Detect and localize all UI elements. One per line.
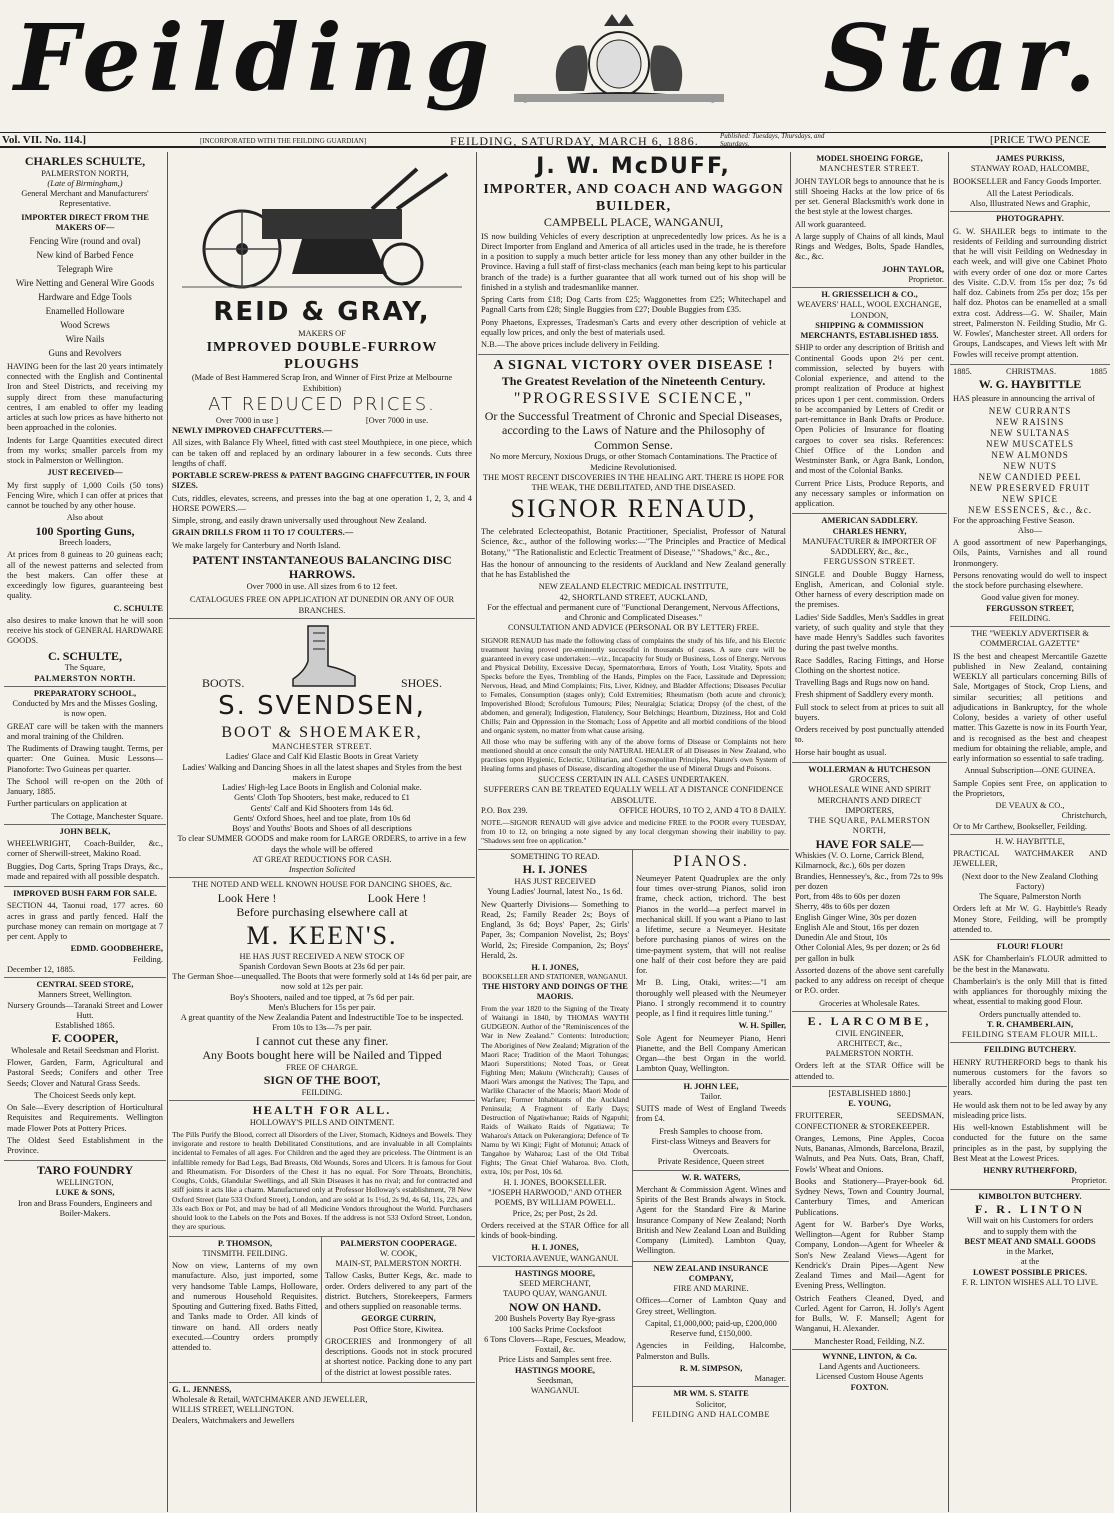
ad-preparatory-school: PREPARATORY SCHOOL, Conducted by Mrs and the Misses Gosling, is now open. GREAT care will be taken with the manners and moral training of the Children. The Rudiments of Drawing taught. Terms, per quarter: One Guinea. Music Lessons—Pianoforte: Two Guineas per quarter. The School will re-open on the 20th of January, 1885. Further particulars on application at The Cottage, Manchester Square. — [4, 687, 166, 825]
incorporated-note: [INCORPORATED WITH THE FEILDING GUARDIAN] — [200, 137, 367, 145]
ad-mcduff: J. W. McDUFF, IMPORTER, AND COACH AND WAGGON BUILDER, CAMPBELL PLACE, WANGANUI, IS now building Vehicles of every description at unprecedentedly low prices. As he is a Direct Importer from England and America of all articles used in the trade, he is therefore in a position to supply a much better article for less money than any other builder in the Province. Having a full staff of first-class mechanics (each man being kept to his particular branch of the trade) is a further guarantee that all work turned out of his shop will be finished in a stylish and tradesmanlike manner. Spring Carts from £18; Dog Carts from £25; Waggonettes from £25; Whitechapel and Pagnall Carts from £28; Single Buggies from £27; Double Buggies from £35. Pony Phaetons, Expresses, Tradesman's Carts and every other description of vehicle at equally low prices, and only the best of materials used. N.B.—The above prices include delivery in Feilding. — [478, 152, 789, 355]
ad-photography: PHOTOGRAPHY. G. W. SHAILER begs to intimate to the residents of Feilding and surrounding district that he will visit Feilding on Wednesday in each week, and will give one Cabinet Photo with every order of one doz or more Cartes des Visite. C.D.V. from 15s per doz; 7s 6d half doz. Cabinets from 25s per doz; 15s per half doz. Photos can be enamelled at a small extra cost. Address—G. W. Shailer, Main street, Palmerston N. Feilding Studio, Mr G. W. Fowles', Manchester street. All orders for Groups, Landscapes, and Views left with Mr Fowles will receive prompt attention. — [950, 212, 1110, 365]
ad-pianos: PIANOS. Neumeyer Patent Quadruplex are the only four times over-strung Pianos, solid iron frame, check action, trichord. The best Pianos in the world—a perfect marvel in mechanical skill. If you want a Piano to last a lifetime, secure a Neumeyer. Hesitate before purchasing pianos of wires on the time-payment system, that will not realise one half of their cost before they are paid for. Mr B. Ling, Otaki, writes:—"I am thoroughly well pleased with the Neumeyer Piano. I strongly recommend it to country people, as I find it requires little tuning." W. H. Spiller, Sole Agent for Neumeyer Piano, Henri Pianette, and the Bell Company American Organ—the best Organ in the world. Lambton Quay, Wellington. — [633, 850, 789, 1079]
ad-keen: THE NOTED AND WELL KNOWN HOUSE FOR DANCING SHOES, &c. Look Here ! Look Here ! Before purchasing elsewhere call at M. KEEN'S. HE HAS JUST RECEIVED A NEW STOCK OF Spanish Cordovan Sewn Boots at 23s 6d per pair. The German Shoe—unequalled. The Boots that were formerly sold at 14s 6d per pair, are now sold at 12s per pair. Boy's Shooters, nailed and toe tipped, at 7s 6d per pair. Men's Bluchers for 15s per pair. A great quantity of the New Zealandia Patent and Indestructible Toe to be inspected. From 10s to 13s—7s per pair. I cannot cut these any finer. Any Boots bought here will be Nailed and Tipped FREE OF CHARGE. SIGN OF THE BOOT, FEILDING. — [169, 878, 475, 1101]
ad-holloway: HEALTH FOR ALL. HOLLOWAY'S PILLS AND OINTMENT. The Pills Purify the Blood, correct all Disorders of the Liver, Stomach, Kidneys and Bowels. They invigorate and restore to health Debilitated Constitutions, and are invaluable in all Complaints incidental to Females of all ages. For Children and the aged they are priceless. The Ointment is an infallible remedy for Bad Legs, Bad Breasts, Old Wounds, Sores and Ulcers. It is famous for Gout and Rheumatism. For Disorders of the Chest it has no equal. For Sore Throats, Bronchitis, Coughs, Colds, Glandular Swellings, and all Skin Diseases it has no rival; and for contracted and stiff joints it acts like a charm. Manufactured only at Professor Holloway's establishment, 78 New Oxford Street (late 533 Oxford Street), London, and are sold at 1s 1½d, 2s 9d, 4s 6d, 11s, 22s, and 33s each Box or Pot, and may be had of all Medicine Vendors throughout the World. Purchasers should look to the Labels on the Pots and Boxes. If the address is not 533 Oxford Street, London, they are spurious. — [169, 1101, 475, 1237]
ad-reid-gray: REID & GRAY, MAKERS OF IMPROVED DOUBLE-FURROW PLOUGHS (Made of Best Hammered Scrap Iron, and Winner of First Prize at Melbourne Exhibition) AT REDUCED PRICES. Over 7000 in use ] [Over 7000 in use. NEWLY IMPROVED CHAFFCUTTERS.— All sizes, with Balance Fly Wheel, fitted with cast steel Mouthpiece, in one piece, which can be taken off and replaced by an ordinary labourer in a few seconds. Cuts three lengths of chaff. PORTABLE SCREW-PRESS & PATENT BAGGING CHAFFCUTTER, IN FOUR SIZES. Cuts, riddles, elevates, screens, and presses into the bag at one operation 1, 2, 3, and 4 HORSE POWERS.— Simple, strong, and easily drawn universally used throughout New Zealand. GRAIN DRILLS FROM 11 TO 17 COULTERS.— We make largely for Canterbury and North Island. PATENT INSTANTANEOUS BALANCING DISC HARROWS. Over 7000 in use. All sizes from 6 to 12 feet. CATALOGUES FREE ON APPLICATION AT DUNEDIN OR ANY OF OUR BRANCHES. — [169, 152, 475, 619]
price: [PRICE TWO PENCE — [990, 134, 1091, 146]
ad-taro-foundry: TARO FOUNDRY WELLINGTON, LUKE & SONS, Iron and Brass Founders, Engineers and Boiler-Makers. — [18, 1163, 152, 1218]
column-1 — [4, 152, 166, 1512]
ad-griesselich: H. GRIESSELICH & CO., WEAVERS' HALL, WOOL EXCHANGE, LONDON, SHIPPING & COMMISSION MERCHANTS, ESTABLISHED 1855. SHIP to order any description of British and Continental Goods upon 2½ per cent. commission, selected by buyers with Colonial experience, and attend to the prompt realization of Produce at highest prices upon 1 per cent. commission. Orders to be accompanied by Letters of Credit or part-remittance in Bank Drafts or Produce. Open Policies of Insurance for floating cargoes to cover sea risks. References: Chief Office of the London and Westminster Bank, or Agra Bank, London, and most of the Colonial Banks. Current Price Lists, Produce Reports, and any necessary samples or information on application. — [792, 288, 947, 514]
ad-weekly-gazette: THE "WEEKLY ADVERTISER & COMMERCIAL GAZETTE" IS the best and cheapest Mercantile Gazette published in New Zealand, containing WEEKLY all particulars concerning Bills of Sale, Mortgages of Stock, Crop Liens, and similar securities; all petitions and adjudications in Bankruptcy, for the whole Colony, besides a variety of other useful matter. This Gazette is now in its Fourth Year, and is recognised as the best and cheapest medium for obtaining the reliable, ample, and early information so essential to safe trading. Annual Subscription—ONE GUINEA. Sample Copies sent Free, on application to the Proprietors, DE VEAUX & CO., Christchurch, Or to Mr Carthew, Bookseller, Feilding. — [950, 627, 1110, 835]
ad-young: [ESTABLISHED 1880.] E. YOUNG, FRUITERER, SEEDSMAN, CONFECTIONER & STOREKEEPER. Oranges, Lemons, Pine Apples, Cocoa Nuts, Bananas, Almonds, Barcelona, Brazil, Walnuts, and Pea Nuts. Oats, Bran, Chaff, Fowls' Wheat and Onions. Books and Stationery—Prayer-book 6d. Sydney News, Town and Country Journal, Canterbury Times, and American Publications. Agent for W. Barber's Dye Works, Wellington—Agent for Rubber Stamp Company, London—Agent for Wheeler & Son's New Zealand Views—Agent for Kendrick's Drain Pipes—Agent New Zealand Times and Mail—Agent for Evening Press, Wellington. Ostrich Feathers Cleaned, Dyed, and Curled. Agent for Carron, H. Jolly's Agent for Bulls, W. F. Mansell; Agent for Wanganui, H. Alexander. Manchester Road, Feilding, N.Z. — [792, 1087, 947, 1350]
ad-bush-farm: IMPROVED BUSH FARM FOR SALE. SECTION 44, Taonui road, 177 acres. 60 acres in grass and partly fenced. Half the purchase money can remain on mortgage at 7 per cent. Apply to EDMD. GOODBEHERE, Feilding. December 12, 1885. — [4, 887, 166, 978]
boot-icon — [283, 621, 363, 691]
ad-nz-insurance: NEW ZEALAND INSURANCE COMPANY, FIRE AND MARINE. Offices—Corner of Lambton Quay and Grey street, Wellington. Capital, £1,000,000; paid-up, £200,000 Reserve fund, £150,000. Agencies in Feilding, Halcombe, Palmerston and Bulls. R. M. SIMPSON, Manager. — [633, 1262, 789, 1388]
ad-watchmaker: H. W. HAYBITTLE, PRACTICAL WATCHMAKER AND JEWELLER, (Next door to the New Zealand Clothing Factory) The Square, Palmerston North Orders left at Mr W. G. Haybittle's Ready Money Store, Feilding, will be promptly attended to. — [950, 835, 1110, 940]
plough-icon — [172, 154, 472, 294]
ad-hastings-moore: HASTINGS MOORE, SEED MERCHANT, TAUPO QUAY, WANGANUI. NOW ON HAND. 200 Bushels Poverty Bay Rye-grass 100 Sacks Prime Cocksfoot 6 Tons Clovers—Rape, Fescues, Meadow, Foxtail, &c. Price Lists and Samples sent free. HASTINGS MOORE, Seedsman, WANGANUI. — [484, 1268, 626, 1396]
ad-hi-jones: SOMETHING TO READ. H. I. JONES HAS JUST RECEIVED Young Ladies' Journal, latest No., 1s 6d. New Quarterly Divisions— Something to Read, 2s; Family Reader 2s; Boys of England, 3s 6d; Boys' Paper, 2s; Girls' Paper, 3s; Companion Novelist, 2s; Boys' World, 2s; Fireside Companion, 2s; Boys' Herald, 2s. H. I. JONES, BOOKSELLER AND STATIONER, WANGANUI. THE HISTORY AND DOINGS OF THE MAORIS. From the year 1820 to the Signing of the Treaty of Waitangi in 1840, by THOMAS WAYTH GUDGEON. Author of the "Reminiscences of the War in New Zealand." Contents: Introduction; The Aborigines of New Zealand; Migration of the Maori Race; Tradition of the Maori Tohungas; Maori Superstitions; Noted Toas, or Great Fighting Men; Makutu (Witchcraft); Causes of Maori Wars amongst the Natives; The Tapu, and Warlike Character of the Maoris; Maori Mode of Warfare; Former Inhabitants of the Auckland Peninsula; A Fragment of Early Days; Destruction of Ngatiwhanue; Raids of Ngapuhi; Raids of Waikato Raids of Ngatiawa; Te Waharoa's Attack on Pukerangiora; Defence of Te Namu by Wi Kingi; Fight of Motunui; Attack of Tangahoe by Waharoa; Last of the Old Tribal Fights; The Great Chief Waharoa. 8vo. Cloth, extra, 10s; per Post, 10s 6d. H. I. JONES, BOOKSELLER. "JOSEPH HARWOOD," AND OTHER POEMS, BY WILLIAM POWELL. Price, 2s; per Post, 2s 2d. Orders received at the STAR Office for all kinds of book-binding. H. I. JONES, VICTORIA AVENUE, WANGANUI. — [478, 850, 632, 1267]
ad-wollerman: WOLLERMAN & HUTCHESON GROCERS, WHOLESALE WINE AND SPIRIT MERCHANTS AND DIRECT IMPORTERS, THE SQUARE, PALMERSTON NORTH, HAVE FOR SALE— Whiskies (V. O. Lorne, Carrick Blend, Kilmarnock, &c.), 60s per dozen Brandies, Hennessey's, &c., from 72s to 99s per dozen Port, from 48s to 60s per dozen Sherry, 48s to 60s per dozen English Ginger Wine, 30s per dozen English Ale and Stout, 16s per dozen Dunedin Ale and Stout, 10s Other Colonial Ales, 9s per dozen; or 2s 6d per gallon in bulk Assorted dozens of the above sent carefully packed to any address on receipt of cheque or P.O. order. Groceries at Wholesale Rates. — [792, 763, 947, 1012]
ad-belk: JOHN BELK, WHEELWRIGHT, Coach-Builder, &c., corner of Sherwill-street, Makino Road. Buggies, Dog Carts, Spring Traps Drays, &c., made and repaired with all possible despatch. — [4, 825, 166, 887]
masthead — [4, 6, 1110, 124]
ad-cooperage: PALMERSTON COOPERAGE. W. COOK, MAIN-ST, PALMERSTON NORTH. Tallow Casks, Butter Kegs, &c. made to order. Orders delivered to any part of the district. Butchers, Storekeepers, Farmers and others supplied on reasonable terms. GEORGE CURRIN, Post Office Store, Kiwitea. GROCERIES and Ironmongery of all descriptions. Goods not in stock procured at shortest notice. Packing done to any part of the district at lowest possible rates. — [322, 1237, 475, 1383]
column-2 — [169, 152, 475, 1512]
column-4 — [792, 152, 947, 1512]
ad-kimbolton-butchery: KIMBOLTON BUTCHERY. F. R. LINTON Will wait on his Customers for orders and to supply them with the BEST MEAT AND SMALL GOODS in the Market, at the LOWEST POSSIBLE PRICES. F. R. LINTON WISHES ALL TO LIVE. — [962, 1191, 1098, 1287]
ad-schulte: CHARLES SCHULTE, PALMERSTON NORTH, (Late of Birmingham,) General Merchant and Manufacturers' Representative. IMPORTER DIRECT FROM THE MAKERS OF— Fencing Wire (round and oval) New kind of Barbed Fence Telegraph Wire Wire Netting and General Wire Goods Hardware and Edge Tools Enamelled Holloware Wood Screws Wire Nails Guns and Revolvers HAVING been for the last 20 years intimately connected with the English and Continental Iron and Steel Districts, and receiving my supply direct from these manufacturing centres, I am enabled to offer my leading articles at such low prices as have hitherto not been approached in the colonies. Indents for Large Quantities executed direct from my works; smaller parcels from my stock in Palmerston or Wellington. JUST RECEIVED— My first supply of 1,000 Coils (50 tons) Fencing Wire, which I can offer at prices that cannot be touched by any other house. Also about 100 Sporting Guns, Breech loaders, At prices from 8 guineas to 20 guineas each; all of the newest patterns and selected from the best makers. Can offer these at exceedingly low figures, guaranteeing best quality. C. SCHULTE also desires to make known that he will soon receive his stock of GENERAL HARDWARE GOODS. C. SCHULTE, The Square, PALMERSTON NORTH. — [4, 152, 166, 687]
ad-wynne-linton: WYNNE, LINTON, & Co. Land Agents and Auctioneers. Licensed Custom House Agents FOXTON. — [815, 1351, 924, 1392]
ad-larcombe: E. LARCOMBE, CIVIL ENGINEER, ARCHITECT, &c., PALMERSTON NORTH. Orders left at the STAR Office will be attended to. — [792, 1012, 947, 1087]
column-5 — [950, 152, 1110, 1512]
masthead-title-right: Star. — [823, 4, 1104, 112]
ad-thomson: P. THOMSON, TINSMITH. FEILDING. Now on view, Lanterns of my own manufacture. Also, just imported, some very handsome Table Lamps, Holloware, and numerous Household Requisites. Spouting and Guttering fixed. Baths Fitted, and Tanks made to Order. All kinds of tinware on hand. All orders neatly executed.—Country orders promptly attended to. — [169, 1237, 322, 1383]
ad-svendsen: BOOTS. SHOES. S. SVENDSEN, BOOT & SHOEMAKER, MANCHESTER STREET. Ladies' Glace and Calf Kid Elastic Boots in Great Variety Ladies' Walking and Dancing Shoes in all the latest shapes and Styles from the best makers in Europe Ladies' High-leg Lace Boots in English and Colonial make. Gents' Cloth Top Shooters, best make, reduced to £1 Gents' Calf and Kid Shooters from 14s 6d. Gents' Oxford Shoes, heel and toe plate, from 10s 6d Boys' and Youths' Boots and Shoes of all descriptions To clear SUMMER GOODS and make room for LARGE ORDERS, to arrive in a few days the whole will be offered AT GREAT REDUCTIONS FOR CASH. Inspection Solicited — [169, 619, 475, 878]
ad-central-seed-store: CENTRAL SEED STORE, Manners Street, Wellington. Nursery Grounds—Taranaki Street and Lower Hutt. Established 1865. F. COOPER, Wholesale and Retail Seedsman and Florist. Flower, Garden, Farm, Agricultural and Pastoral Seeds; Conifers and other Tree Seeds; Clover and Natural Grass Seeds. The Choicest Seeds only kept. On Sale—Every description of Horticultural Requisites and Requirements. Wellington made Flower Pots at Pottery Prices. The Oldest Seed Establishment in the Province. — [4, 978, 166, 1161]
publication-days: Published: Tuesdays, Thursdays, and Saturdays. — [720, 132, 825, 148]
issue-date: FEILDING, SATURDAY, MARCH 6, 1886. — [450, 134, 699, 148]
ad-jenness: G. L. JENNESS, Wholesale & Retail, WATCHMAKER AND JEWELLER, WILLIS STREET, WELLINGTON. Dealers, Watchmakers and Jewellers — [172, 1384, 368, 1425]
column-3 — [478, 152, 789, 1512]
ad-john-lee: H. JOHN LEE, Tailor. SUITS made of West of England Tweeds from £4. Fresh Samples to choose from. First-class Witneys and Beavers for Overcoats. Private Residence, Queen street — [633, 1080, 789, 1171]
dateline — [0, 132, 1106, 148]
ad-flour: FLOUR! FLOUR! ASK for Chamberlain's FLOUR admitted to be the best in the Manawatu. Chamberlain's is the only Mill that is fitted with appliances for thoroughly mixing the wheat, essential to making good Flour. Orders punctually attended to. T. R. CHAMBERLAIN, FEILDING STEAM FLOUR MILL. — [950, 940, 1110, 1043]
ad-waters: W. R. WATERS, Merchant & Commission Agent. Wines and Spirits of the Best Brands always in Stock. Agent for the Standard Fire & Marine Insurance Company of New Zealand; North British and New Zealand Loan and Building Company (Limited). Lambton Quay, Wellington. — [633, 1171, 789, 1262]
ad-staite: MR WM. S. STAITE Solicitor, FEILDING AND HALCOMBE — [652, 1389, 770, 1419]
ad-feilding-butchery: FEILDING BUTCHERY. HENRY RUTHERFORD begs to thank his numerous customers for the favors so liberally accorded him during the past ten years. He would ask them not to be led away by any misleading price lists. His well-known Establishment will be conducted for the future on the same principles as in the past, by supplying the Best Meat at the Lowest Prices. HENRY RUTHERFORD, Proprietor. — [950, 1043, 1110, 1189]
masthead-title-left: Feilding — [14, 4, 498, 112]
crest-icon — [504, 6, 734, 106]
volume-number: Vol. VII. No. 114.] — [2, 134, 87, 146]
ad-purkiss: JAMES PURKISS, STANWAY ROAD, HALCOMBE, BOOKSELLER and Fancy Goods Importer. All the Latest Periodicals. Also, Illustrated News and Graphic, — [950, 152, 1110, 212]
ad-haybittle-christmas: 1885. CHRISTMAS. 1885 W. G. HAYBITTLE HAS pleasure in announcing the arrival of NEW CURRANTS NEW RAISINS NEW SULTANAS NEW MUSCATELS NEW ALMONDS NEW NUTS NEW CANDIED PEEL NEW PRESERVED FRUIT NEW SPICE NEW ESSENCES, &c., &c. For the approaching Festive Season. Also— A good assortment of new Paperhangings, Oils, Paints, Varnishes and all round Ironmongery. Persons renovating would do well to inspect the stock before purchasing elsewhere. Good value given for money. FERGUSSON STREET, FEILDING. — [950, 365, 1110, 627]
ad-american-saddlery: AMERICAN SADDLERY. CHARLES HENRY, MANUFACTURER & IMPORTER OF SADDLERY, &c., &c., FERGUSSON STREET. SINGLE and Double Buggy Harness, English, American, and Colonial style. Other harness of every description made on the premises. Ladies' Side Saddles, Men's Saddles in great variety, of such quality and style that they have made Henry's Saddles such favorites during the past twelve months. Race Saddles, Racing Fittings, and Horse Clothing on the shortest notice. Travelling Bags and Rugs now on hand. Fresh shipment of Saddlery every month. Full stock to select from at prices to suit all buyers. Orders received by post punctually attended to. Horse hair bought as usual. — [792, 514, 947, 763]
ad-shoeing-forge: MODEL SHOEING FORGE, MANCHESTER STREET. JOHN TAYLOR begs to announce that he is still Shoeing Hacks at the low price of 6s per set. General Blacksmith's work done in the best style at the lowest charges. All work guaranteed. A large supply of Chains of all kinds, Maul Rings and Wedges, Bolts, Spade Handles, &c., &c. JOHN TAYLOR, Proprietor. — [792, 152, 947, 288]
ad-signor-renaud: A SIGNAL VICTORY OVER DISEASE ! The Greatest Revelation of the Nineteenth Century. "PROGRESSIVE SCIENCE," Or the Successful Treatment of Chronic and Special Diseases, according to the Laws of Nature and the Philosophy of Common Sense. No more Mercury, Noxious Drugs, or other Stomach Contaminations. The Practice of Medicine Revolutionised. THE MOST RECENT DISCOVERIES IN THE HEALING ART. THERE IS HOPE FOR THE WEAK, THE DEBILITATED, AND THE DISEASED. SIGNOR RENAUD, The celebrated Eclecteopathist, Botanic Practitioner, Specialist, Professor of Natural Science, &c., author of the following works:—"The Principles and Practice of Medical Botany," "The Rationalistic and Eclectic Treatment of Disease," "Shadows," &c., &c., Has the honour of announcing to the residents of Auckland and New Zealand generally that he has Established the NEW ZEALAND ELECTRIC MEDICAL INSTITUTE, 42, SHORTLAND STREET, AUCKLAND, For the effectual and permanent cure of "Functional Derangement, Nervous Affections, and Chronic and Complicated Diseases." CONSULTATION AND ADVICE (PERSONAL OR BY LETTER) FREE. SIGNOR RENAUD has made the following class of complaints the study of his life, and his Electric treatment having proved pre-eminently successful in thousands of cases. A sure cure will be guaranteed in every case undertaken:—viz., Incapacity for Study or Business, Loss of Energy, Nervous and Physical Debility, Excessive Decay, Spermatorrhœa, Errors of Youth, Lost Vitality, Spots and Specks before the Eyes, Trembling of the Hands, Pimples on the Face, Lassitude and Depression; Nervous, Head, and Mind Complaints; Fits, Liver, Kidney, and Bladder Affections; Diseases Peculiar to Females, Consumption (stages only); Cold Extremities; Rheumatism (both acute and chronic); Impoverished Blood; Scrofulous Tumours; Piles; Neuralgia; Sciatica; Dropsy (of the chest, of the abdomen, and general); Indigestion, Flatulency, Sour Belchings; Heartburn, Dizziness, Hot and Cold Chills; Pain and Oppression in the Stomach; Loss of Appetite and all morbid conditions of the blood and organic system, no matter from what cause arising. All those who may be suffering with any of the above forms of Disease or Complaints not here mentioned should at once consult the only NATURAL HEALER of all Diseases in New Zealand, who practises upon Hygienic, Eclectic, Utilitarian, and Cosmopolitan Principles, Nature's own System of Healing forms and phases of Disease, discarding altogether the use of Mineral Drugs and Poisons. SUCCESS CERTAIN IN ALL CASES UNDERTAKEN. SUFFERERS CAN BE TREATED EQUALLY WELL AT A DISTANCE CONFIDENCE ABSOLUTE. P.O. Box 239. OFFICE HOURS, 10 TO 2, AND 4 TO 8 DAILY. NOTE.—SIGNOR RENAUD will give advice and medicine FREE to the POOR every TUESDAY, from 10 to 12, on bringing a note signed by any local clergyman showing their inability to pay. "Shadows sent free on application." — [478, 355, 789, 850]
